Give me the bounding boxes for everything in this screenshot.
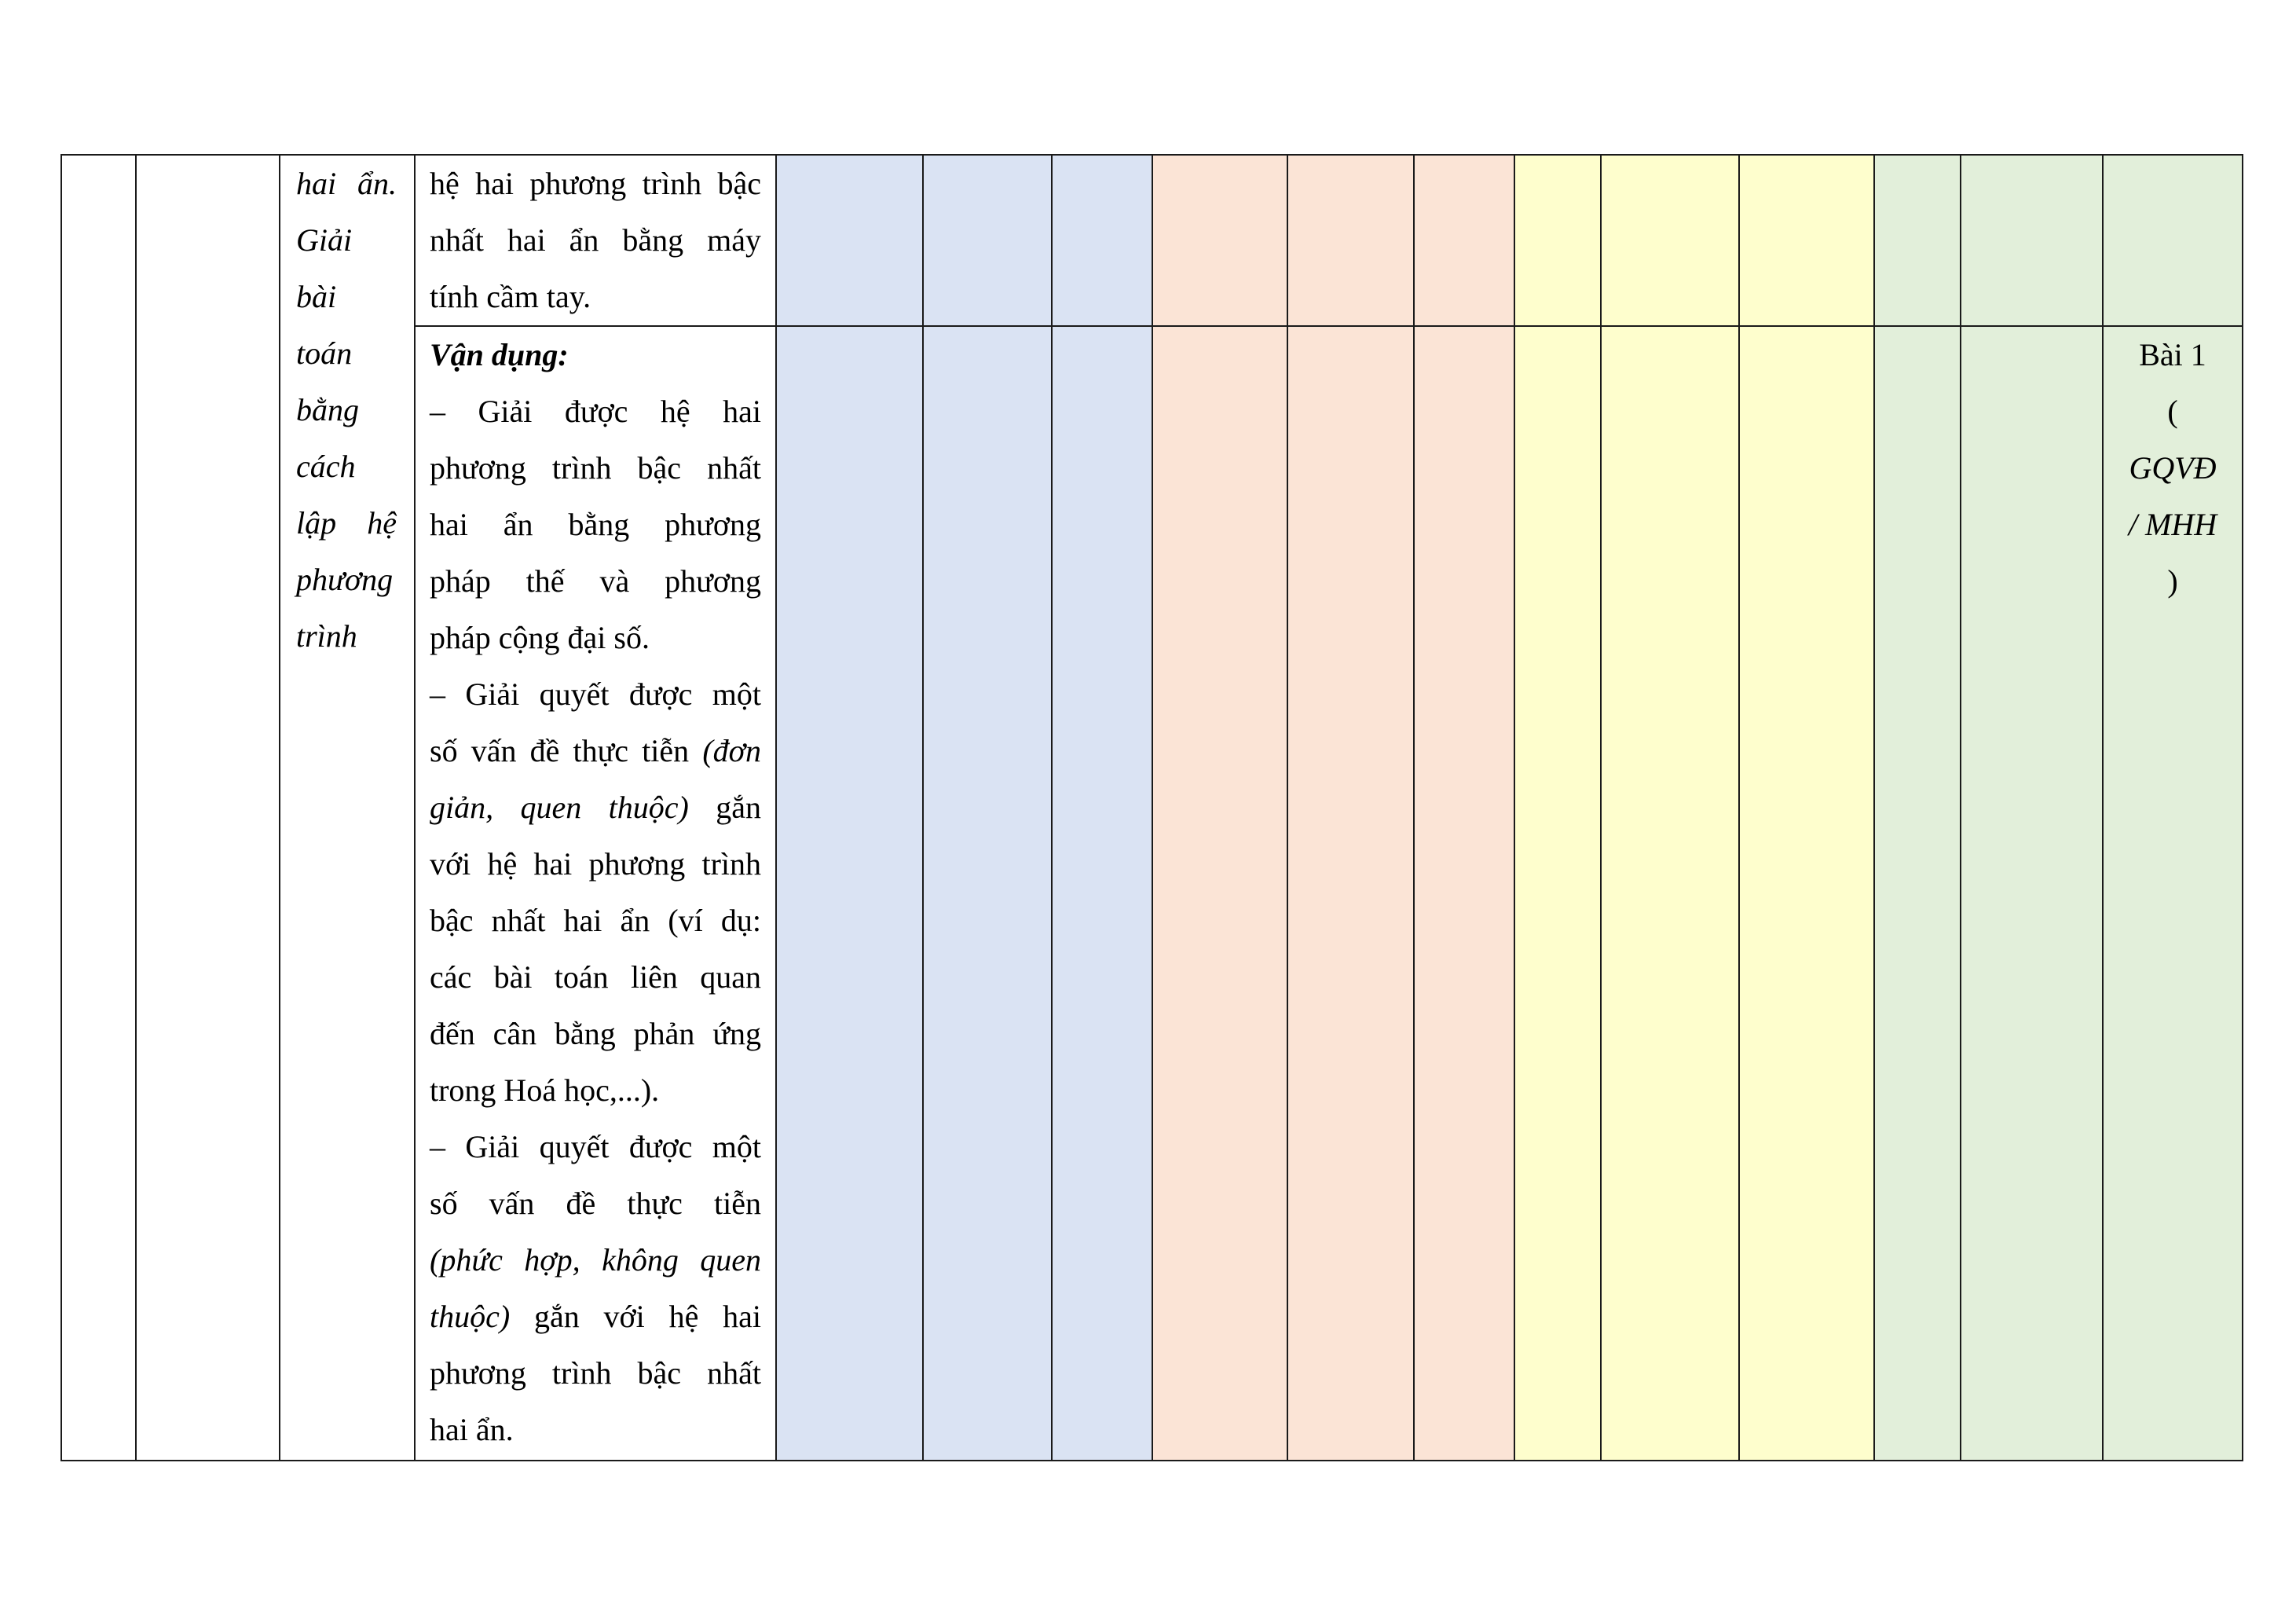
cell-level-blue-3 [1052, 155, 1152, 326]
requirement-line: hệ hai phương trình bậc [430, 166, 761, 201]
requirement-line [430, 1289, 761, 1345]
cell-level-orange-1 [1152, 326, 1287, 1461]
requirement-line: với hệ hai phương trình [430, 846, 761, 882]
specification-table [60, 154, 2243, 1461]
cell-topic [280, 155, 415, 1461]
requirement-line [430, 723, 761, 779]
cell-level-yellow-2 [1601, 326, 1739, 1461]
table-row-recognition [61, 155, 2243, 326]
requirement-line: nhất hai ẩn bằng máy [430, 222, 761, 258]
requirement-fragment: gắn với hệ hai [533, 1299, 762, 1334]
cell-level-yellow-3 [1739, 155, 1874, 326]
cell-chapter [136, 155, 280, 1461]
topic-line: hai ẩn. [296, 166, 397, 201]
requirement-fragment: thuộc) [430, 1299, 511, 1334]
topic-line: lập hệ [296, 505, 397, 541]
requirement-line: hai ẩn. [430, 1412, 514, 1447]
requirement-fragment: (đơn [702, 733, 762, 768]
cell-level-yellow-1 [1514, 326, 1601, 1461]
cell-level-blue-2 [923, 326, 1052, 1461]
requirement-fragment: số vấn đề thực tiễn [430, 733, 690, 768]
question-label: Bài 1 [2139, 337, 2206, 372]
cell-index [61, 155, 136, 1461]
cell-level-green-1 [1874, 326, 1961, 1461]
cell-level-blue-1 [776, 155, 923, 326]
requirement-line: – Giải được hệ hai [430, 394, 761, 429]
cell-level-yellow-1 [1514, 155, 1601, 326]
cell-level-yellow-2 [1601, 155, 1739, 326]
requirement-line: – Giải quyết được một [430, 676, 761, 712]
requirement-line [430, 779, 761, 836]
cell-level-orange-3 [1414, 155, 1514, 326]
cell-level-green-1 [1874, 155, 1961, 326]
cell-level-orange-2 [1287, 155, 1414, 326]
requirement-line: số vấn đề thực tiễn [430, 1186, 761, 1221]
requirement-line: pháp thế và phương [430, 563, 761, 599]
topic-line: trình [296, 618, 357, 654]
cell-level-blue-1 [776, 326, 923, 1461]
requirement-line: hai ẩn bằng phương [430, 507, 761, 542]
cell-requirement-row2 [415, 326, 776, 1461]
requirement-line: phương trình bậc nhất [430, 1355, 761, 1391]
requirement-line: phương trình bậc nhất [430, 450, 761, 486]
requirement-heading: Vận dụng: [430, 337, 569, 372]
cell-level-orange-1 [1152, 155, 1287, 326]
cell-question-reference [2103, 326, 2243, 1461]
requirement-line: các bài toán liên quan [430, 959, 761, 995]
requirement-line: (phức hợp, không quen [430, 1242, 761, 1278]
requirement-fragment: gắn [716, 790, 761, 825]
requirement-line: pháp cộng đại số. [430, 620, 650, 655]
cell-level-green-3 [2103, 155, 2243, 326]
topic-line: toán [296, 335, 353, 371]
cell-level-green-2 [1961, 155, 2103, 326]
topic-line: bài [296, 279, 337, 314]
topic-line: cách [296, 449, 356, 484]
requirement-line: bậc nhất hai ẩn (ví dụ: [430, 903, 761, 938]
topic-line: phương [296, 562, 394, 597]
competency-code: ( GQVĐ [2129, 394, 2217, 486]
cell-level-green-2 [1961, 326, 2103, 1461]
competency-code: / MHH ) [2128, 507, 2217, 599]
cell-level-blue-2 [923, 155, 1052, 326]
requirement-line: tính cầm tay. [430, 279, 591, 314]
topic-line: bằng [296, 392, 359, 427]
cell-requirement-row1 [415, 155, 776, 326]
cell-level-orange-2 [1287, 326, 1414, 1461]
cell-level-orange-3 [1414, 326, 1514, 1461]
requirement-line: đến cân bằng phản ứng [430, 1016, 761, 1051]
requirement-line: – Giải quyết được một [430, 1129, 761, 1164]
cell-level-blue-3 [1052, 326, 1152, 1461]
cell-level-yellow-3 [1739, 326, 1874, 1461]
requirement-line: trong Hoá học,...). [430, 1072, 660, 1108]
topic-line: Giải [296, 222, 353, 258]
requirement-fragment: giản, quen thuộc) [430, 790, 689, 825]
